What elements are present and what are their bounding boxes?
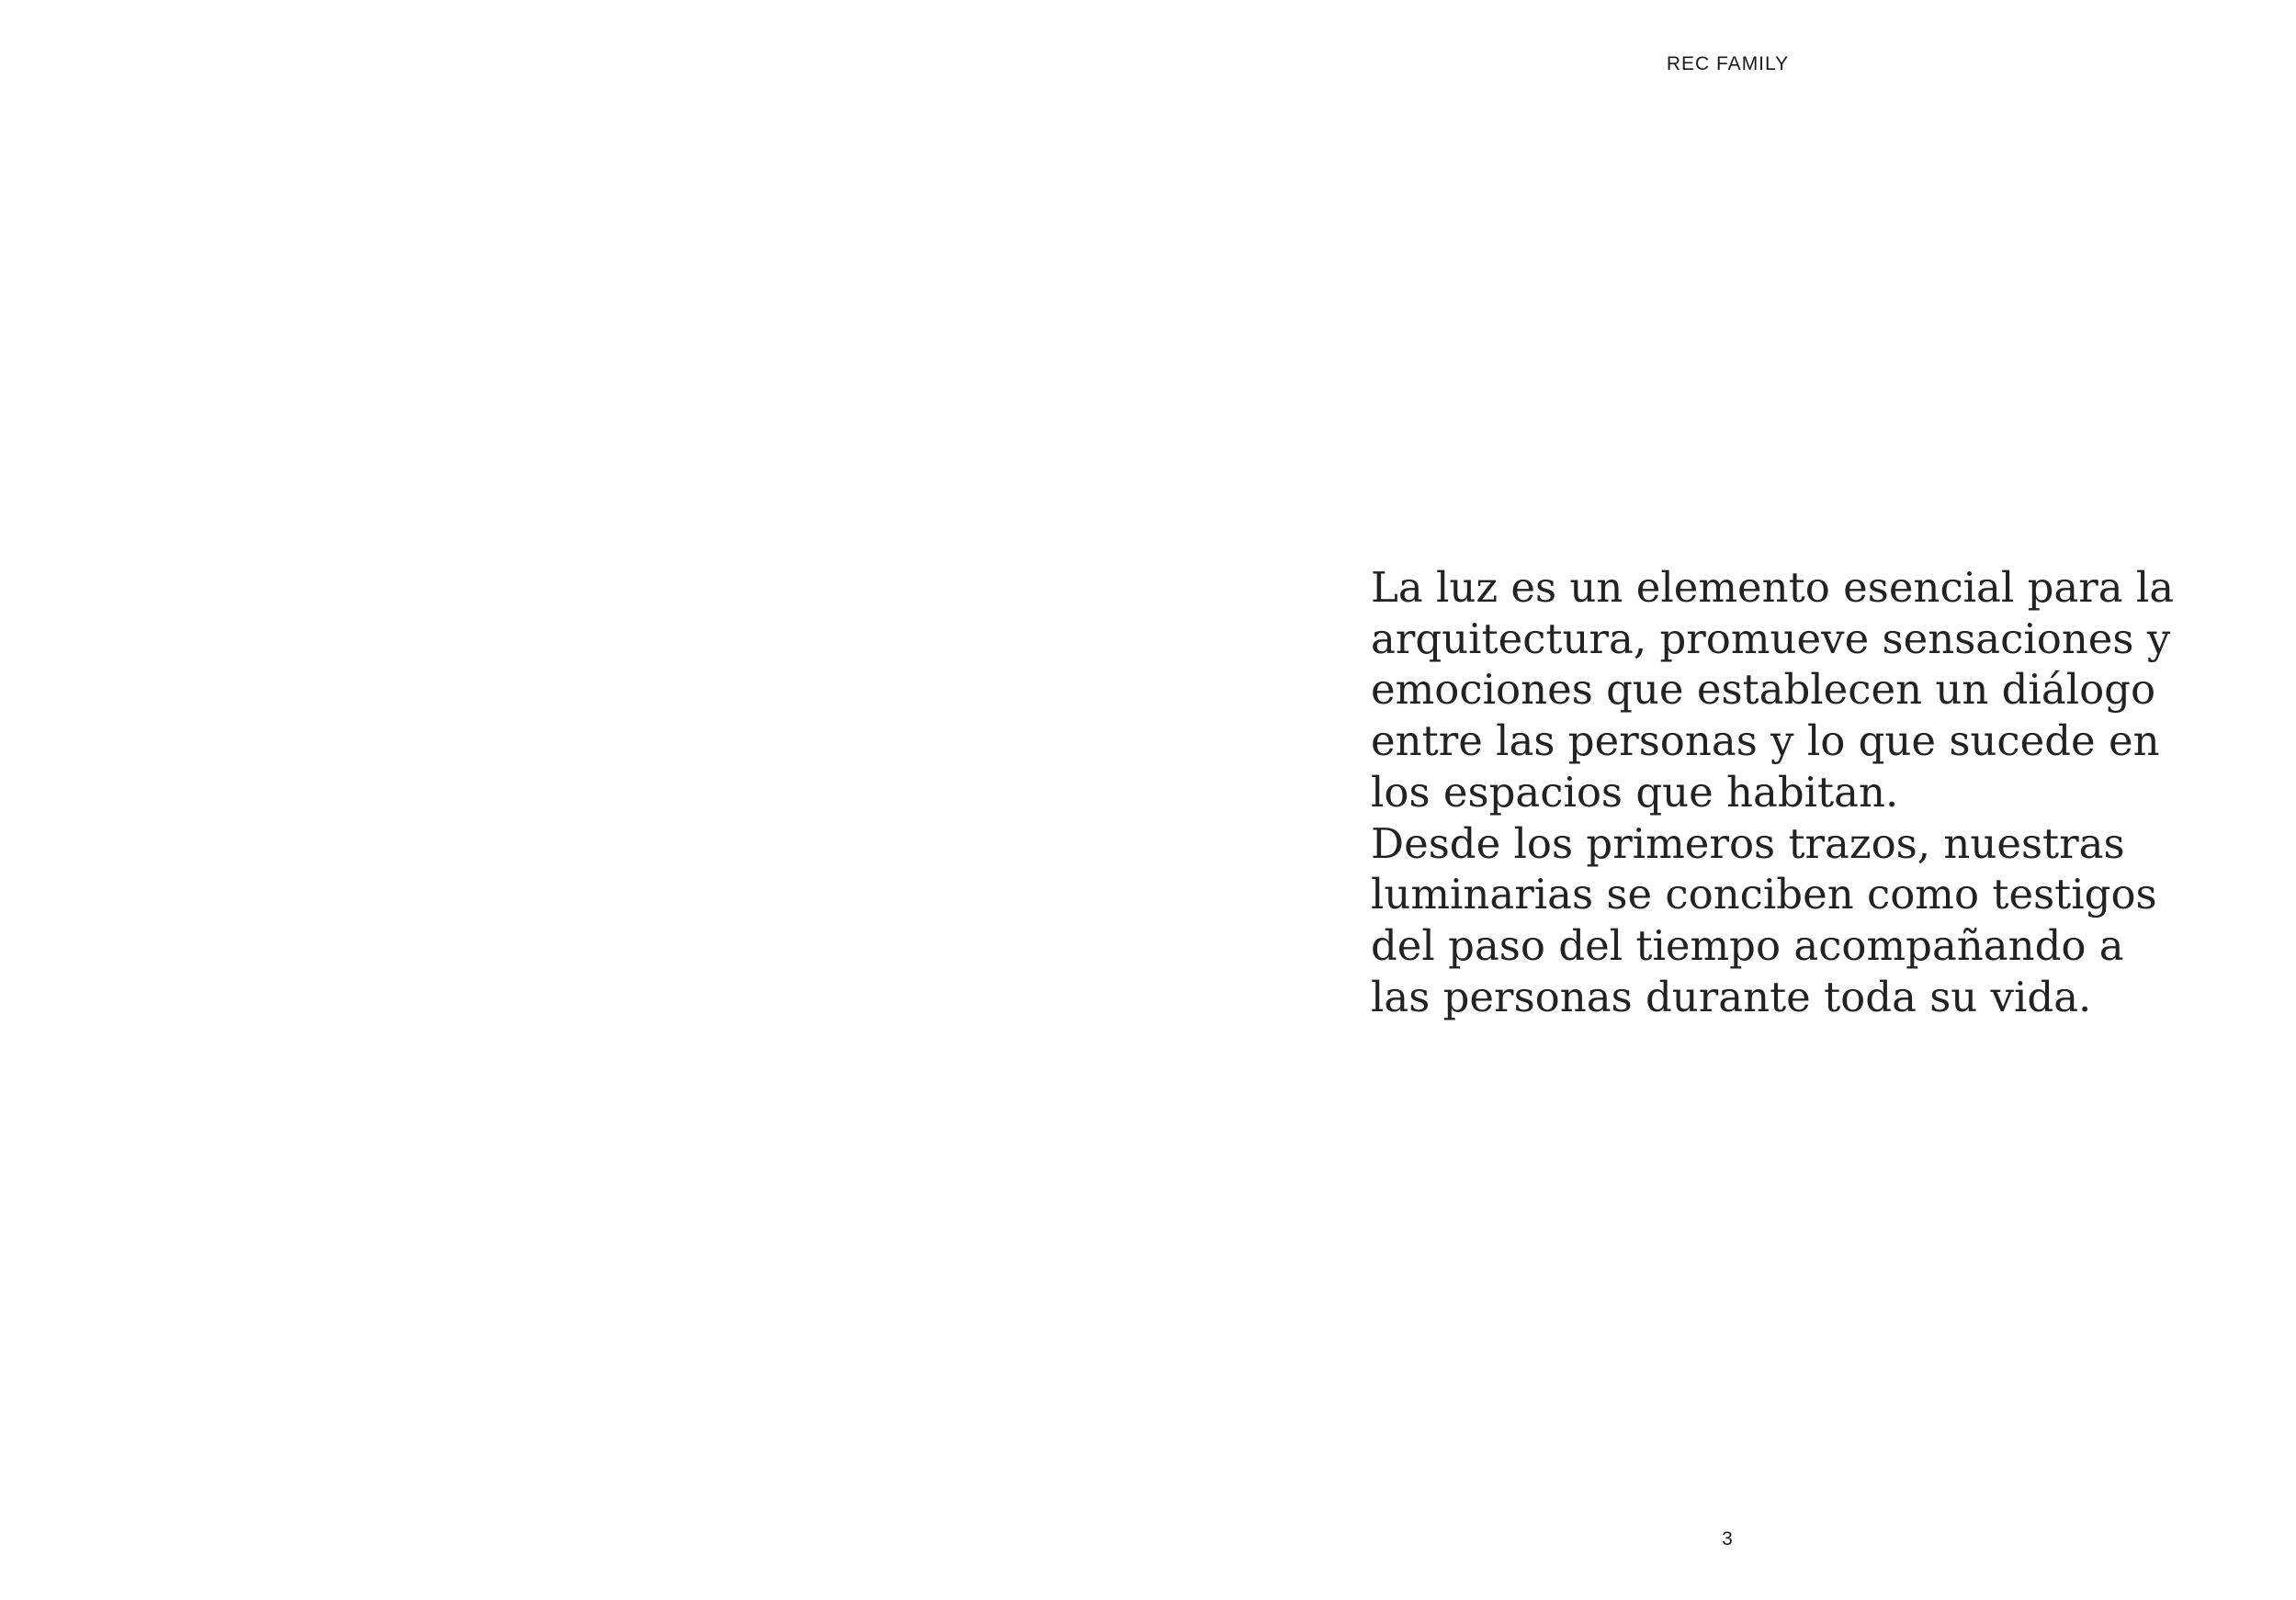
body-text-line: arquitectura, promueve sensaciones y (1371, 614, 2171, 663)
body-text-line: entre las personas y lo que sucede en (1371, 716, 2160, 766)
body-text-block (1371, 562, 2175, 1022)
body-text-line: emociones que establecen un diálogo (1371, 665, 2156, 715)
body-text-line: Desde los primeros trazos, nuestras (1371, 818, 2125, 868)
page-number: 3 (1722, 1528, 1733, 1549)
section-header-label: REC FAMILY (1666, 53, 1790, 74)
body-text-line: los espacios que habitan. (1371, 767, 1899, 817)
body-text-line: del paso del tiempo acompañando a (1371, 920, 2124, 970)
body-text-line: las personas durante toda su vida. (1371, 972, 2092, 1021)
body-text-line: La luz es un elemento esencial para la (1371, 563, 2175, 612)
body-text-line: luminarias se conciben como testigos (1371, 870, 2157, 919)
